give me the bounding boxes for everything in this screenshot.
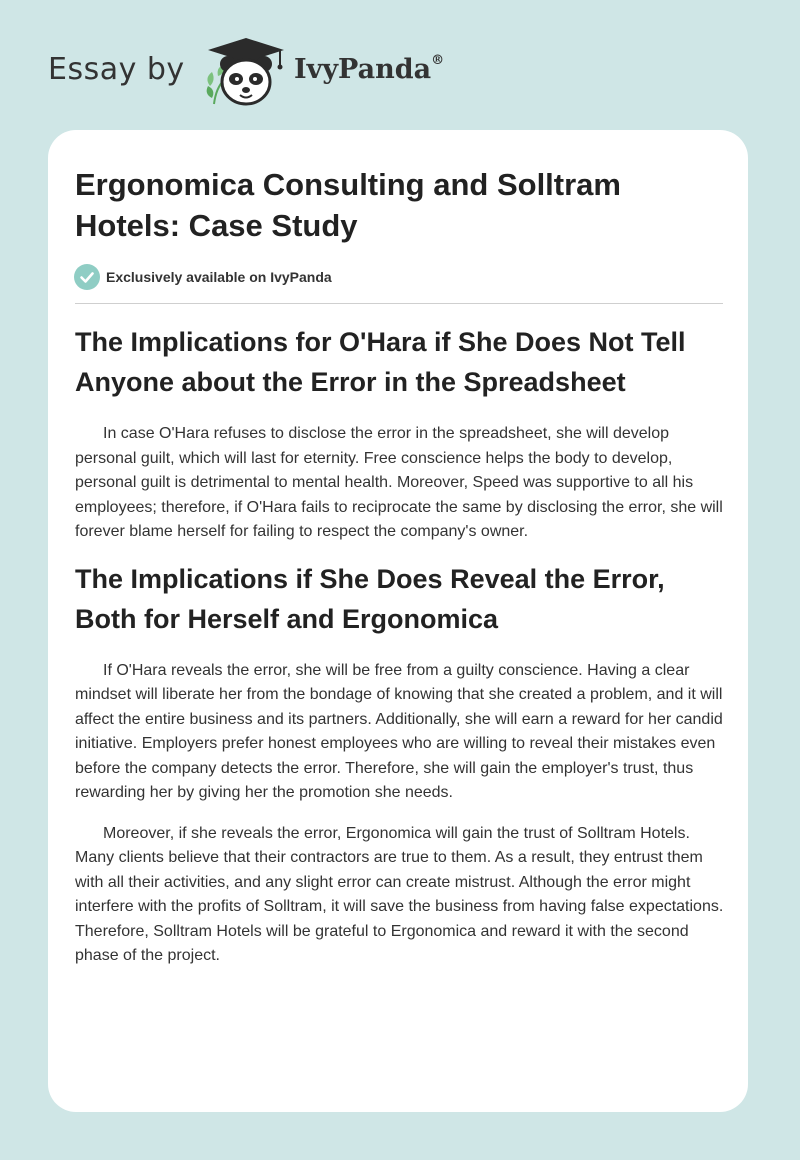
article-body: [75, 322, 725, 969]
article-title: Ergonomica Consulting and Solltram Hotels: Case Study: [75, 167, 621, 243]
section-paragraph: In case O'Hara refuses to disclose the error in the spreadsheet, she will develop personal guilt, which will last for eternity. Free conscience helps the body to develop, personal guilt is detrimental to mental health. Moreover, Speed was supportive to all his employees; therefore, if O'Hara fails to reciprocate the same by disclosing the error, she will forever blame herself for failing to respect the company's owner.: [75, 425, 723, 540]
brand-name[interactable]: [294, 54, 444, 85]
article-card: [48, 130, 748, 1112]
title-divider: [75, 303, 723, 304]
section-paragraph: If O'Hara reveals the error, she will be free from a guilty conscience. Having a clear mindset will liberate her from the bondage of knowing that she created a problem, and it will affect the entire business and its partners. Additionally, she will earn a reward for her candid initiative. Employers prefer honest employees who are willing to reveal their mistakes even before the company detects the error. Therefore, she will gain the employer's trust, thus rewarding her by giving her the promotion she needs.: [75, 661, 723, 801]
site-header: [0, 0, 800, 130]
essay-by-label: Essay by: [48, 52, 185, 87]
check-circle-icon: [74, 264, 100, 290]
exclusive-badge-text: Exclusively available on IvyPanda: [106, 269, 332, 285]
section-heading: The Implications if She Does Reveal the Error, Both for Herself and Ergonomica: [75, 563, 665, 634]
ivypanda-logo-icon[interactable]: [200, 36, 292, 108]
registered-mark: ®: [431, 53, 445, 68]
section-heading: The Implications for O'Hara if She Does Not Tell Anyone about the Error in the Spreadsheet: [75, 327, 686, 397]
brand-text: IvyPanda: [294, 54, 432, 85]
exclusive-badge: [74, 263, 332, 291]
section-paragraph: Moreover, if she reveals the error, Ergonomica will gain the trust of Solltram Hotels. Many clients believe that their contractors are true to them. As a result, they entrust them with all their activities, and any slight error can create mistrust. Although the error might interfere with the profits of Solltram, it will save the business from having false expectations. Therefore, Solltram Hotels will be grateful to Ergonomica and reward it with the second phase of the project.: [75, 824, 724, 964]
